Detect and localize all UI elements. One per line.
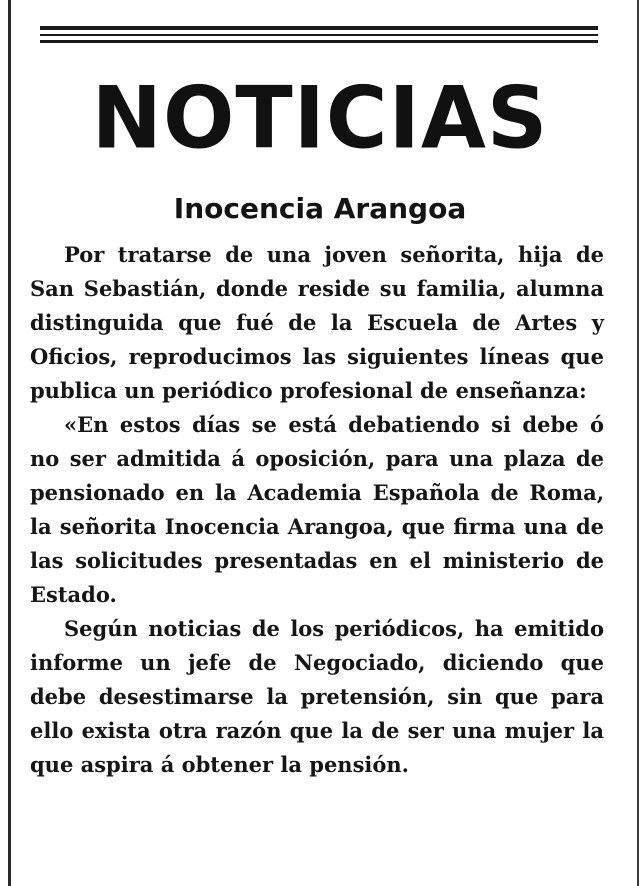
section-masthead: NOTICIAS bbox=[91, 68, 549, 168]
article-paragraph-2: «En estos días se está debatiendo si debe ó no ser admitida á oposición, para una plaza de pensionado en la Academia Española de Roma, la señorita Inocencia Arangoa, que firma una de las solicitudes presentadas en el ministerio de Estado. bbox=[30, 412, 604, 607]
article-title: Inocencia Arangoa bbox=[173, 192, 467, 225]
column-rule-right bbox=[637, 0, 639, 886]
article-paragraph-3: Según noticias de los periódicos, ha emitido informe un jefe de Negociado, diciendo que debe desestimarse la pretensión, sin que para ello exista otra razón que la de ser una mujer la que aspira á obtener la pensión. bbox=[30, 616, 604, 777]
header-rule-bottom bbox=[40, 40, 598, 43]
article-paragraph-1: Por tratarse de una joven señorita, hija de San Sebastián, donde reside su familia, alumna distinguida que fué de la Escuela de Artes y Oficios, reproducimos las siguientes líneas que publica un periódico profesional de enseñanza: bbox=[30, 242, 604, 403]
header-rule-top bbox=[40, 26, 598, 30]
article-body bbox=[30, 238, 604, 782]
header-rule-middle bbox=[40, 34, 598, 36]
column-rule-left bbox=[8, 0, 11, 886]
